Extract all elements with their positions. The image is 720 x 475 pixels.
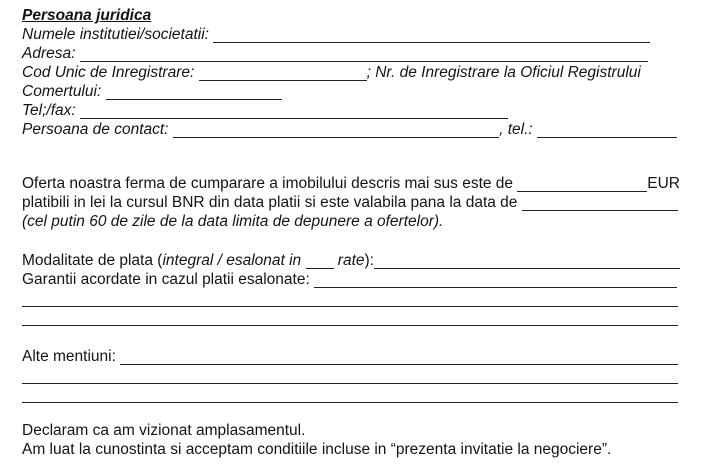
other-mentions-continuation-line-2 xyxy=(22,385,678,404)
offer-validity-text: platibili in lei la cursul BNR din data platii si este valabila pana la data de xyxy=(22,194,522,211)
telfax-blank xyxy=(80,101,508,119)
other-mentions-label: Alte mentiuni: xyxy=(22,348,121,365)
cui-line xyxy=(22,63,720,82)
payment-rate-label: rate xyxy=(333,252,365,269)
other-mentions-continuation-line-1 xyxy=(22,366,678,385)
other-mentions-line xyxy=(22,347,678,366)
contact-tel-blank xyxy=(537,120,677,138)
payment-modality-blank xyxy=(374,251,680,269)
payment-modality-prefix: Modalitate de plata ( xyxy=(22,252,163,269)
guarantees-continuation-line-2 xyxy=(22,308,678,327)
payment-modality-close: ): xyxy=(364,252,374,269)
offer-currency-label: EUR xyxy=(647,175,680,192)
offer-amount-blank xyxy=(517,174,647,192)
registry-line xyxy=(22,82,282,101)
guarantees-label: Garantii acordate in cazul platii esalonate: xyxy=(22,271,315,288)
contact-line xyxy=(22,120,677,139)
address-label: Adresa: xyxy=(22,45,80,62)
contact-name-blank xyxy=(173,120,499,138)
other-mentions-continuation-blank-1 xyxy=(22,366,678,384)
identification-section xyxy=(22,6,720,139)
address-blank xyxy=(80,44,648,62)
institution-name-line xyxy=(22,25,650,44)
registry-label: Comertului: xyxy=(22,83,106,100)
offer-note-line xyxy=(22,212,720,231)
declaration-line-2 xyxy=(22,440,720,459)
cui-blank xyxy=(199,63,367,81)
offer-section xyxy=(22,174,720,231)
offer-validity-blank xyxy=(522,193,678,211)
payment-modality-line xyxy=(22,251,680,270)
telfax-label: Tel;/fax: xyxy=(22,102,81,119)
cui-label: Cod Unic de Inregistrare: xyxy=(22,64,199,81)
section-title-line xyxy=(22,6,720,25)
guarantees-line xyxy=(22,270,677,289)
institution-name-label: Numele institutiei/societatii: xyxy=(22,26,214,43)
telfax-line xyxy=(22,101,508,120)
offer-note-text: (cel putin 60 de zile de la data limita de depunere a ofertelor). xyxy=(22,213,444,230)
guarantees-continuation-line-1 xyxy=(22,289,678,308)
guarantees-blank xyxy=(314,270,677,288)
guarantees-continuation-blank-1 xyxy=(22,289,678,307)
offer-amount-text: Oferta noastra ferma de cumparare a imobilului descris mai sus este de xyxy=(22,175,518,192)
section-title: Persoana juridica xyxy=(22,7,152,24)
contact-tel-label: , tel.: xyxy=(499,121,537,138)
other-mentions-section xyxy=(22,347,720,404)
institution-name-blank xyxy=(213,25,650,43)
payment-rate-count-blank xyxy=(306,251,334,269)
registry-blank xyxy=(106,82,282,100)
offer-validity-line xyxy=(22,193,678,212)
contact-label: Persoana de contact: xyxy=(22,121,173,138)
offer-amount-line xyxy=(22,174,680,193)
payment-section xyxy=(22,251,720,327)
payment-modality-italic: integral / esalonat in xyxy=(162,252,306,269)
declaration-conditions-text: Am luat la cunostinta si acceptam conditiile incluse in “prezenta invitatie la negociere”. xyxy=(22,441,612,458)
declarations-section xyxy=(22,421,720,459)
other-mentions-blank xyxy=(120,347,678,365)
address-line xyxy=(22,44,648,63)
cui-suffix: ; Nr. de Inregistrare la Oficiul Registrului xyxy=(366,64,641,81)
declaration-line-1 xyxy=(22,421,720,440)
declaration-viewing-text: Declaram ca am vizionat amplasamentul. xyxy=(22,422,306,439)
guarantees-continuation-blank-2 xyxy=(22,308,678,326)
other-mentions-continuation-blank-2 xyxy=(22,385,678,403)
